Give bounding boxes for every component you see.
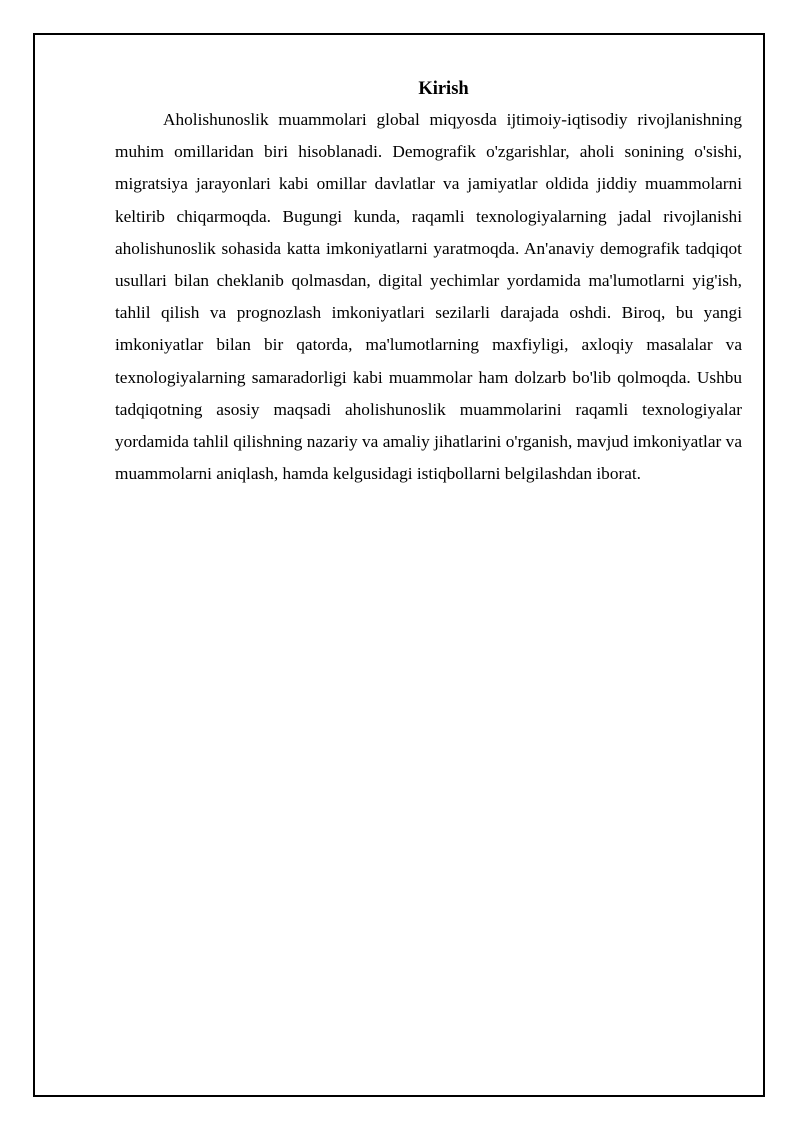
- intro-paragraph: Aholishunoslik muammolari global miqyosda ijtimoiy-iqtisodiy rivojlanishning muhim omillaridan biri hisoblanadi. Demografik o'zgarishlar, aholi sonining o'sishi, migratsiya jarayonlari kabi omillar davlatlar va jamiyatlar oldida jiddiy muammolarni keltirib chiqarmoqda. Bugungi kunda, raqamli texnologiyalarning jadal rivojlanishi aholishunoslik sohasida katta imkoniyatlarni yaratmoqda. An'anaviy demografik tadqiqot usullari bilan cheklanib qolmasdan, digital yechimlar yordamida ma'lumotlarni yig'ish, tahlil qilish va prognozlash imkoniyatlari sezilarli darajada oshdi. Biroq, bu yangi imkoniyatlar bilan bir qatorda, ma'lumotlarning maxfiyligi, axloqiy masalalar va texnologiyalarning samaradorligi kabi muammolar ham dolzarb bo'lib qolmoqda. Ushbu tadqiqotning asosiy maqsadi aholishunoslik muammolarini raqamli texnologiyalar yordamida tahlil qilishning nazariy va amaliy jihatlarini o'rganish, mavjud imkoniyatlar va muammolarni aniqlash, hamda kelgusidagi istiqbollarni belgilashdan iborat.: [115, 110, 742, 484]
- document-body: [115, 74, 742, 490]
- section-heading: Kirish: [418, 79, 469, 99]
